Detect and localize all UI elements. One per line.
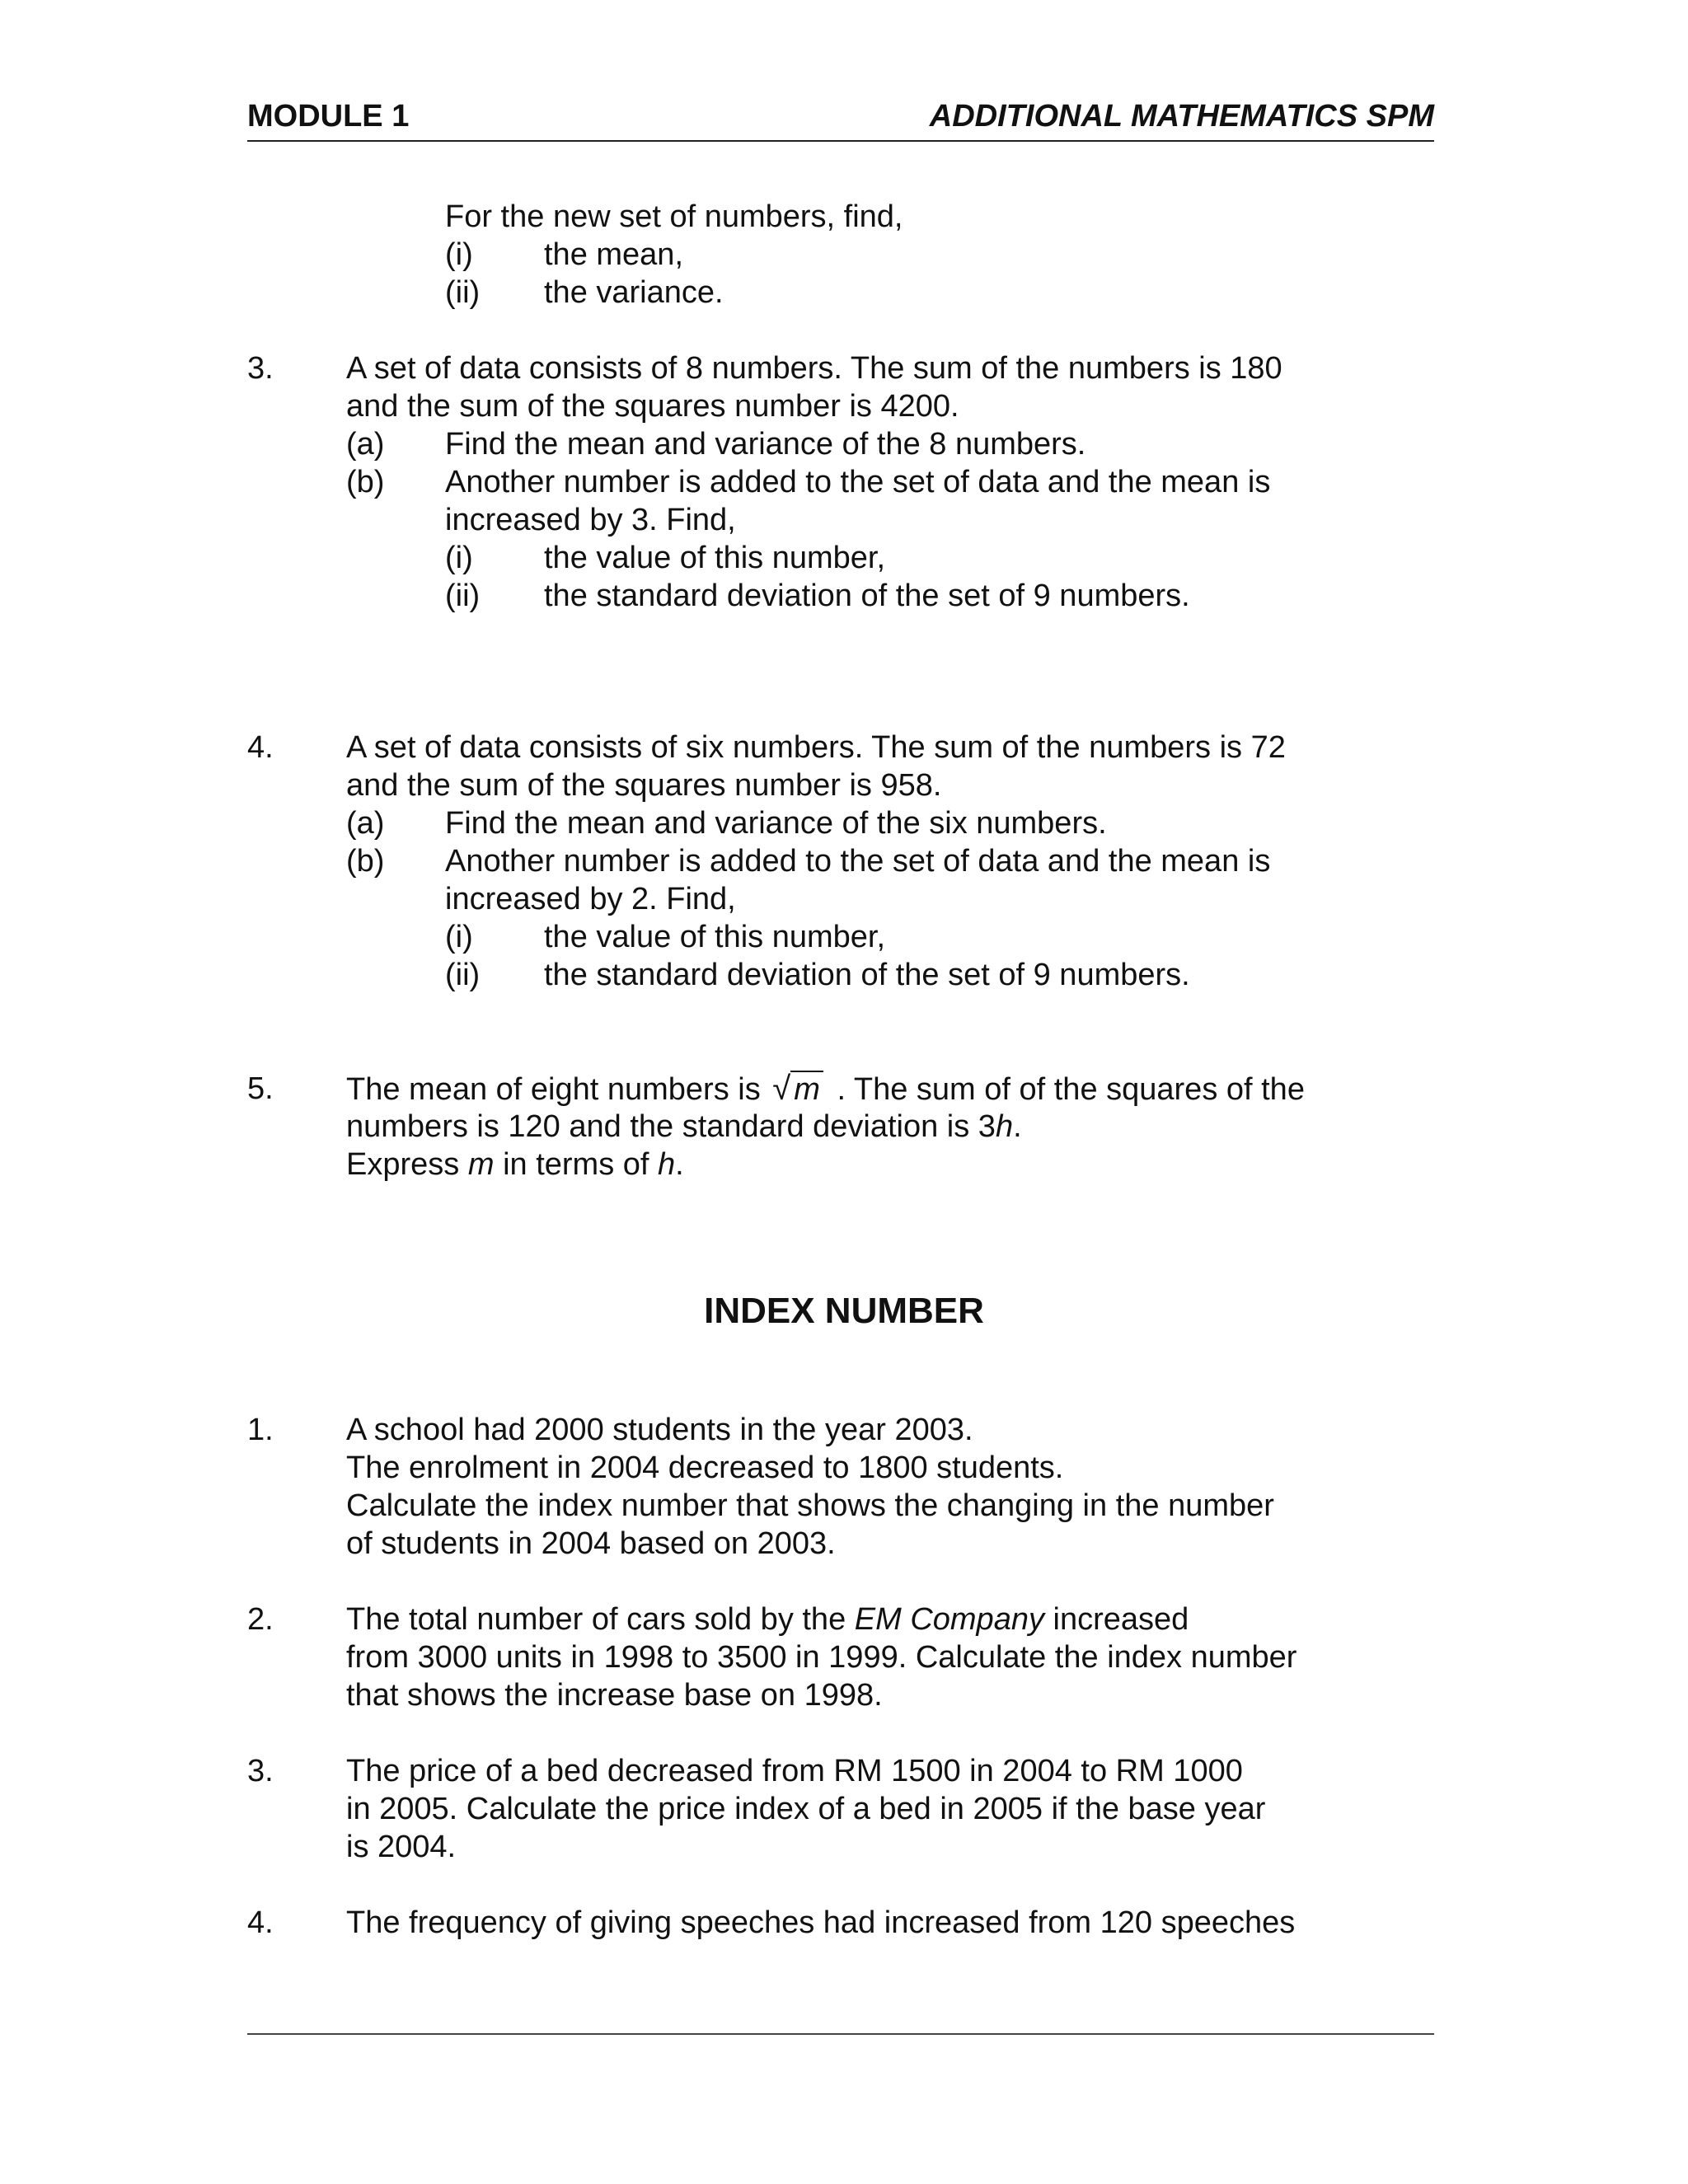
sub-item-text: the standard deviation of the set of 9 numbers. [544, 579, 1190, 613]
question-text: from 3000 units in 1998 to 3500 in 1999. Calculate the index number [346, 1640, 1297, 1675]
question-text: and the sum of the squares number is 4200. [346, 389, 959, 424]
question-number: 2. [247, 1602, 274, 1637]
sub-item-number: (ii) [445, 958, 481, 992]
part-text: increased by 2. Find, [445, 882, 736, 916]
sub-item-number: (i) [445, 920, 473, 954]
question-number: 1. [247, 1413, 274, 1447]
math-variable: m [467, 1147, 495, 1182]
sub-item-number: (i) [445, 541, 473, 575]
sub-item-text: the standard deviation of the set of 9 numbers. [544, 958, 1190, 992]
question-text: in 2005. Calculate the price index of a bed in 2005 if the base year [346, 1792, 1266, 1826]
text-fragment: . [1013, 1109, 1022, 1144]
sub-item-number: (ii) [445, 275, 481, 310]
continuation-intro: For the new set of numbers, find, [445, 199, 903, 234]
part-number: (b) [346, 844, 385, 879]
radicand: m [790, 1071, 823, 1107]
part-number: (a) [346, 806, 385, 841]
question-text: is 2004. [346, 1830, 457, 1864]
company-name: EM Company [854, 1602, 1044, 1637]
question-text: Calculate the index number that shows the changing in the number [346, 1488, 1274, 1523]
sub-item-text: the mean, [544, 237, 683, 272]
text-fragment: in terms of [503, 1147, 649, 1182]
question-number: 3. [247, 1754, 274, 1788]
math-variable: h [658, 1147, 676, 1182]
text-fragment: The mean of eight numbers is [346, 1072, 761, 1107]
page-header [247, 97, 1434, 142]
square-root-expression: √ m [772, 1070, 823, 1108]
text-fragment: . [675, 1147, 684, 1182]
sub-item-text: the value of this number, [544, 920, 886, 954]
question-number: 4. [247, 1905, 274, 1940]
part-text: Another number is added to the set of data and the mean is [445, 844, 1271, 879]
text-fragment: . The sum of of the squares of the [837, 1072, 1305, 1107]
question-text: The enrolment in 2004 decreased to 1800 students. [346, 1451, 1064, 1485]
subject-title: ADDITIONAL MATHEMATICS SPM [929, 99, 1434, 134]
text-fragment: The total number of cars sold by the [346, 1602, 846, 1637]
question-text: A school had 2000 students in the year 2003. [346, 1413, 973, 1447]
part-text: Another number is added to the set of data and the mean is [445, 465, 1271, 499]
module-label: MODULE 1 [247, 99, 410, 134]
sub-item-number: (i) [445, 237, 473, 272]
question-text: The frequency of giving speeches had increased from 120 speeches [346, 1905, 1296, 1940]
question-text [346, 1601, 1189, 1638]
footer-divider [247, 2033, 1434, 2035]
question-text: A set of data consists of six numbers. The sum of the numbers is 72 [346, 730, 1286, 765]
part-number: (a) [346, 427, 385, 462]
question-number: 3. [247, 351, 274, 386]
question-text: The price of a bed decreased from RM 1500 in 2004 to RM 1000 [346, 1754, 1243, 1788]
section-title: INDEX NUMBER [704, 1291, 984, 1331]
question-text: of students in 2004 based on 2003. [346, 1526, 836, 1561]
part-text: Find the mean and variance of the six numbers. [445, 806, 1107, 841]
text-fragment: numbers is 120 and the standard deviation is 3 [346, 1109, 996, 1144]
question-text: that shows the increase base on 1998. [346, 1678, 883, 1713]
question-text: and the sum of the squares number is 958. [346, 768, 942, 803]
question-text [346, 1070, 1305, 1108]
part-number: (b) [346, 465, 385, 499]
sub-item-text: the value of this number, [544, 541, 886, 575]
sub-item-number: (ii) [445, 579, 481, 613]
sub-item-text: the variance. [544, 275, 724, 310]
question-number: 5. [247, 1071, 274, 1106]
math-variable: h [995, 1109, 1014, 1144]
question-number: 4. [247, 730, 274, 765]
question-text [346, 1108, 1022, 1146]
text-fragment: Express [346, 1147, 460, 1182]
text-fragment: increased [1053, 1602, 1189, 1637]
part-text: Find the mean and variance of the 8 numbers. [445, 427, 1086, 462]
question-text [346, 1146, 684, 1183]
part-text: increased by 3. Find, [445, 503, 736, 537]
question-text: A set of data consists of 8 numbers. The sum of the numbers is 180 [346, 351, 1282, 386]
